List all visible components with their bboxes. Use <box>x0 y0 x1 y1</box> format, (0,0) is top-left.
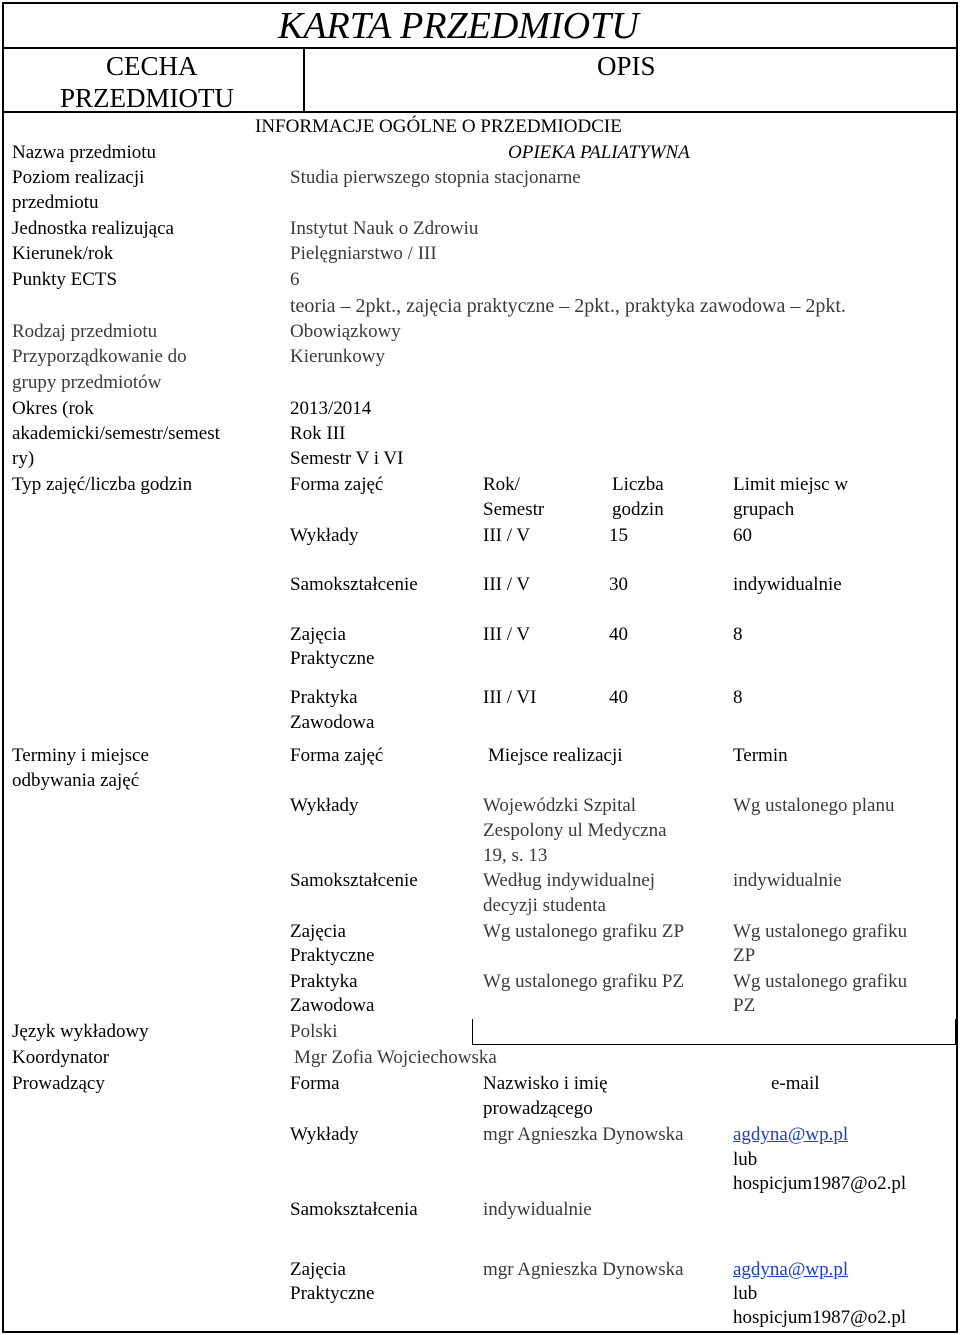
header-form: Forma zajęć <box>290 745 384 766</box>
header-col-divider <box>303 47 305 112</box>
class-limit: indywidualnie <box>733 574 842 595</box>
schedule-place: Wojewódzki Szpital <box>483 795 637 816</box>
frame-right <box>956 2 958 1333</box>
coordinator-top-rule <box>472 1044 956 1045</box>
class-form: Praktyka <box>290 687 358 708</box>
header-email: e-mail <box>771 1073 820 1094</box>
schedule-form-2: Zawodowa <box>290 995 375 1016</box>
class-hours: 40 <box>609 687 628 708</box>
instructor-email-or: lub <box>733 1149 758 1170</box>
value-language: Polski <box>290 1021 338 1042</box>
class-form-2: Zawodowa <box>290 712 375 733</box>
instructor-email-alt: hospicjum1987@o2.pl <box>733 1173 907 1194</box>
value-assignment: Kierunkowy <box>290 346 385 367</box>
class-year: III / V <box>483 574 531 595</box>
instructor-form: Samokształcenia <box>290 1199 418 1220</box>
schedule-date: Wg ustalonego grafiku <box>733 921 908 942</box>
label-unit: Jednostka realizująca <box>12 218 174 239</box>
instructor-name: mgr Agnieszka Dynowska <box>483 1259 684 1280</box>
label-schedule: Terminy i miejsce <box>12 745 149 766</box>
value-period-semester: Semestr V i VI <box>290 448 404 469</box>
schedule-place: Według indywidualnej <box>483 870 656 891</box>
class-hours: 40 <box>609 624 628 645</box>
instructor-email-link[interactable]: agdyna@wp.pl <box>733 1124 849 1145</box>
label-period: Okres (rok <box>12 398 94 419</box>
value-field-year: Pielęgniarstwo / III <box>290 243 437 264</box>
label-subject-name: Nazwa przedmiotu <box>12 142 157 163</box>
header-hours: Liczba <box>612 474 664 495</box>
schedule-place-2: Zespolony ul Medyczna <box>483 820 667 841</box>
label-ects: Punkty ECTS <box>12 269 118 290</box>
instructor-form: Wykłady <box>290 1124 359 1145</box>
class-limit: 60 <box>733 525 752 546</box>
schedule-date: Wg ustalonego planu <box>733 795 895 816</box>
instructor-form-2: Praktyczne <box>290 1283 375 1304</box>
label-language: Język wykładowy <box>12 1021 149 1042</box>
class-form-2: Praktyczne <box>290 648 375 669</box>
schedule-form: Praktyka <box>290 971 358 992</box>
header-group-limit-2: grupach <box>733 499 795 520</box>
value-period-study-year: Rok III <box>290 423 346 444</box>
class-form: Zajęcia <box>290 624 346 645</box>
header-instructor-name-2: prowadzącego <box>483 1098 593 1119</box>
instructor-email-or: lub <box>733 1283 758 1304</box>
label-class-types: Typ zajęć/liczba godzin <box>12 474 193 495</box>
value-ects-breakdown: teoria – 2pkt., zajęcia praktyczne – 2pkt., praktyka zawodowa – 2pkt. <box>290 295 846 317</box>
value-subject-type: Obowiązkowy <box>290 321 401 342</box>
label-assignment-2: grupy przedmiotów <box>12 372 162 393</box>
value-period-year: 2013/2014 <box>290 398 372 419</box>
label-coordinator: Koordynator <box>12 1047 110 1068</box>
column-header-description: OPIS <box>597 51 656 81</box>
instructor-email-link[interactable]: agdyna@wp.pl <box>733 1259 849 1280</box>
class-hours: 15 <box>609 525 628 546</box>
label-level: Poziom realizacji <box>12 167 145 188</box>
label-subject-type: Rodzaj przedmiotu <box>12 321 158 342</box>
column-header-feature: CECHA <box>106 51 198 81</box>
schedule-form-2: Praktyczne <box>290 945 375 966</box>
value-level: Studia pierwszego stopnia stacjonarne <box>290 167 581 188</box>
header-date: Termin <box>733 745 788 766</box>
header-form: Forma zajęć <box>290 474 384 495</box>
coordinator-right-rule <box>955 1019 956 1045</box>
schedule-place: Wg ustalonego grafiku ZP <box>483 921 685 942</box>
header-place: Miejsce realizacji <box>488 745 623 766</box>
class-form: Samokształcenie <box>290 574 418 595</box>
class-year: III / V <box>483 525 531 546</box>
schedule-date-2: ZP <box>733 945 756 966</box>
label-instructors: Prowadzący <box>12 1073 105 1094</box>
frame-left <box>2 2 4 1333</box>
class-hours: 30 <box>609 574 628 595</box>
schedule-form: Wykłady <box>290 795 359 816</box>
header-year-semester: Rok/ <box>483 474 520 495</box>
class-form: Wykłady <box>290 525 359 546</box>
instructor-name: indywidualnie <box>483 1199 592 1220</box>
value-coordinator: Mgr Zofia Wojciechowska <box>294 1047 497 1068</box>
instructor-name: mgr Agnieszka Dynowska <box>483 1124 684 1145</box>
label-period-3: ry) <box>12 448 35 469</box>
document-title: KARTA PRZEDMIOTU <box>278 5 639 47</box>
label-schedule-2: odbywania zajęć <box>12 770 140 791</box>
schedule-form: Zajęcia <box>290 921 346 942</box>
schedule-form: Samokształcenie <box>290 870 418 891</box>
schedule-date-2: PZ <box>733 995 756 1016</box>
value-ects: 6 <box>290 269 300 290</box>
schedule-place-2: decyzji studenta <box>483 895 606 916</box>
column-header-feature-2: PRZEDMIOTU <box>60 83 234 113</box>
language-right-rule <box>472 1019 473 1045</box>
schedule-date: indywidualnie <box>733 870 842 891</box>
label-level-2: przedmiotu <box>12 192 99 213</box>
class-limit: 8 <box>733 624 743 645</box>
value-subject-name: OPIEKA PALIATYWNA <box>508 142 690 163</box>
schedule-place-3: 19, s. 13 <box>483 845 548 866</box>
label-period-2: akademicki/semestr/semest <box>12 423 220 444</box>
label-assignment: Przyporządkowanie do <box>12 346 187 367</box>
header-year-semester-2: Semestr <box>483 499 545 520</box>
section-title: INFORMACJE OGÓLNE O PRZEDMIODCIE <box>255 116 622 137</box>
instructor-form: Zajęcia <box>290 1259 346 1280</box>
label-field-year: Kierunek/rok <box>12 243 114 264</box>
schedule-date: Wg ustalonego grafiku <box>733 971 908 992</box>
class-year: III / VI <box>483 687 537 708</box>
instructor-email-alt: hospicjum1987@o2.pl <box>733 1307 907 1328</box>
header-instructor-name: Nazwisko i imię <box>483 1073 608 1094</box>
header-group-limit: Limit miejsc w <box>733 474 849 495</box>
frame-bottom <box>2 1331 958 1333</box>
header-hours-2: godzin <box>612 499 664 520</box>
value-unit: Instytut Nauk o Zdrowiu <box>290 218 479 239</box>
class-year: III / V <box>483 624 531 645</box>
header-form: Forma <box>290 1073 340 1094</box>
class-limit: 8 <box>733 687 743 708</box>
schedule-place: Wg ustalonego grafiku PZ <box>483 971 685 992</box>
